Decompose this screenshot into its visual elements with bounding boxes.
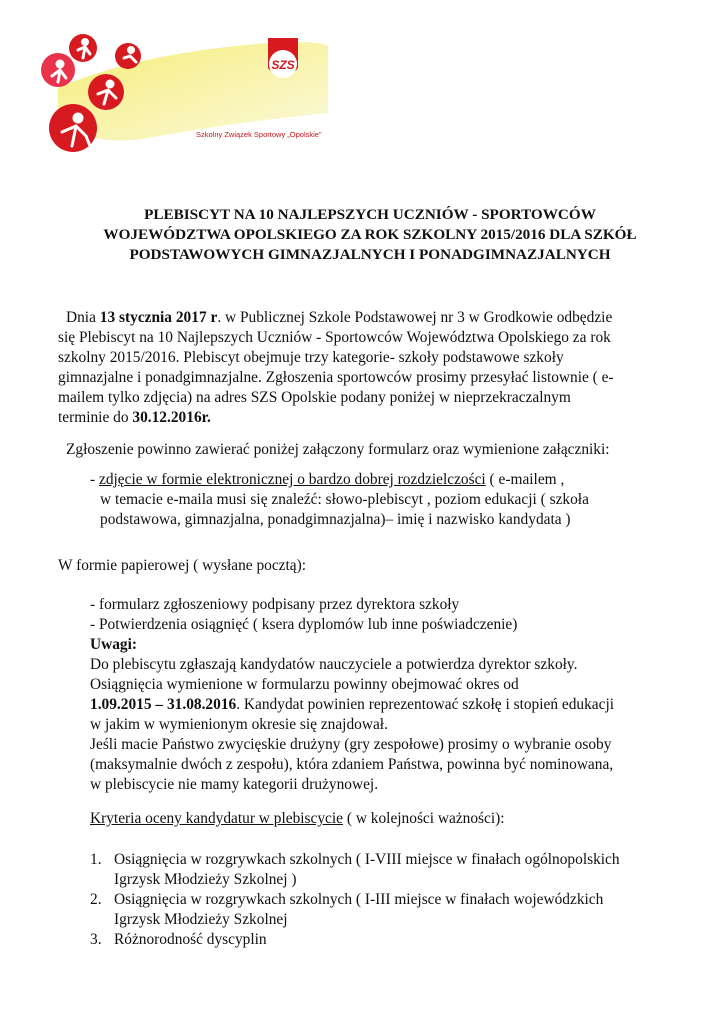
paper-intro: W formie papierowej ( wysłane pocztą): [58,557,307,574]
title-line-1: PLEBISCYT NA 10 NAJLEPSZYCH UCZNIÓW - SPORTOWCÓW [144,206,596,223]
list-number: 1. [90,851,102,868]
photo-item-line-3: podstawowa, gimnazjalna, ponadgimnazjalna)– imię i nazwisko kandydata ) [100,511,571,528]
criteria-text: Osiągnięcia w rozgrywkach szkolnych ( I-III miejsce w finałach wojewódzkich [114,891,604,908]
notes-line-1: Do plebiscytu zgłaszają kandydatów nauczyciele a potwierdza dyrektor szkoły. [90,656,578,673]
criteria-text: Różnorodność dyscyplin [114,931,267,948]
criteria-heading-rest: ( w kolejności ważności): [343,810,505,827]
intro-paragraph [58,308,614,428]
form-intro: Zgłoszenie powinno zawierać poniżej załączony formularz oraz wymienione załączniki: [66,441,610,458]
page-title [60,205,680,265]
photo-item-line-2: w temacie e-maila musi się znaleźć: słowo-plebiscyt , poziom edukacji ( szkoła [100,491,589,508]
list-dash: - [90,471,99,488]
list-number: 3. [90,931,102,948]
paper-and-notes [90,595,614,795]
criteria-text: Osiągnięcia w rozgrywkach szkolnych ( I-VIII miejsce w finałach ogólnopolskich [114,851,620,868]
list-item [90,850,620,890]
intro-text: terminie do [58,409,133,426]
criteria-text: Igrzysk Młodzieży Szkolnej ) [114,871,297,888]
szs-badge [268,38,298,78]
notes-heading-text: Uwagi: [90,636,138,653]
deadline-date: 30.12.2016r. [132,409,211,426]
photo-item-text: ( e-mailem , [485,471,565,488]
photo-item-line-1 [90,470,589,490]
intro-line-4: gimnazjalne i ponadgimnazjalne. Zgłoszenia sportowców prosimy przesyłać listownie ( e- [58,369,614,386]
event-date: 13 stycznia 2017 [99,309,207,326]
intro-line-2: się Plebiscyt na 10 Najlepszych Uczniów - Sportowców Województwa Opolskiego za rok [58,329,611,346]
intro-text: Dnia [66,309,100,326]
intro-line-6 [58,408,614,428]
criteria-heading-text: Kryteria oceny kandydatur w plebiscycie [90,810,343,827]
logo-caption: Szkolny Związek Sportowy „Opolskie” [196,130,322,139]
notes-line-2: Osiągnięcia wymienione w formularzu powinny obejmować okres od [90,676,519,693]
szs-logo [28,28,328,168]
notes-line-7: w plebiscycie nie mamy kategorii drużynowej. [90,776,379,793]
szs-logo-graphic [28,28,328,168]
criteria-heading [90,809,505,829]
notes-line-3 [90,695,614,715]
list-item [90,890,620,930]
notes-line-5: Jeśli macie Państwo zwycięskie drużyny (gry zespołowe) prosimy o wybranie osoby [90,736,612,753]
notes-line-4: w jakim w wymienionym okresie się znajdował. [90,716,388,733]
photo-requirement: zdjęcie w formie elektronicznej o bardzo dobrej rozdzielczości [98,471,486,488]
title-line-3: PODSTAWOWYCH GIMNAZJALNYCH I PONADGIMNAZJALNYCH [129,246,611,263]
intro-line-5: mailem tylko zdjęcia) na adres SZS Opolskie podany poniżej w nieprzekraczalnym [58,389,571,406]
list-item [90,930,620,950]
paper-item-2: - Potwierdzenia osiągnięć ( ksera dyplomów lub inne poświadczenie) [90,616,518,633]
photo-item [90,470,589,530]
svg-text:SZS: SZS [271,58,295,72]
list-number: 2. [90,891,102,908]
period-dates: 1.09.2015 – 31.08.2016 [90,696,237,713]
intro-line-1 [58,308,614,328]
notes-heading [90,635,614,655]
notes-text: . Kandydat powinien reprezentować szkołę i stopień edukacji [236,696,615,713]
title-line-2: WOJEWÓDZTWA OPOLSKIEGO ZA ROK SZKOLNY 2015/2016 DLA SZKÓŁ [103,226,637,243]
criteria-list [90,850,620,950]
event-date-suffix: r [206,309,218,326]
paper-item-1: - formularz zgłoszeniowy podpisany przez dyrektora szkoły [90,596,460,613]
criteria-text: Igrzysk Młodzieży Szkolnej [114,911,288,928]
intro-text: . w Publicznej Szkole Podstawowej nr 3 w Grodkowie odbędzie [217,309,613,326]
intro-line-3: szkolny 2015/2016. Plebiscyt obejmuje trzy kategorie- szkoły podstawowe szkoły [58,349,564,366]
notes-line-6: (maksymalnie dwóch z zespołu), która zdaniem Państwa, powinna być nominowana, [90,756,614,773]
